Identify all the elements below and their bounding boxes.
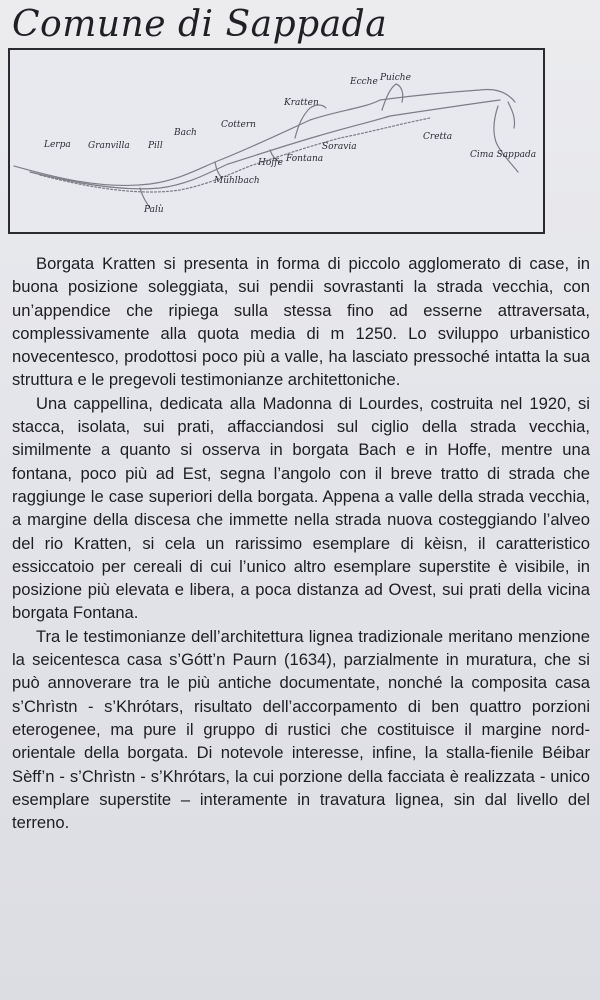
map-branch-kratten xyxy=(295,105,326,138)
description-text xyxy=(12,252,590,834)
map-label-fontana: Fontana xyxy=(286,154,324,164)
map-label-pill: Pill xyxy=(148,141,163,151)
map-label-bach: Bach xyxy=(174,128,197,138)
map-label-soravia: Soravia xyxy=(322,142,357,152)
map-label-muhlbach: Mühlbach xyxy=(214,176,260,186)
map-label-cretta: Cretta xyxy=(423,132,453,142)
map-label-puiche: Puiche xyxy=(380,73,411,83)
page-title: Comune di Sappada xyxy=(12,4,388,45)
map-label-palu: Palù xyxy=(144,205,164,215)
map-label-hoffe: Hoffe xyxy=(258,158,283,168)
map-drawing xyxy=(10,50,543,232)
map-label-granvilla: Granvilla xyxy=(88,141,130,151)
map-label-lerpa: Lerpa xyxy=(44,140,71,150)
paragraph-3: Tra le testimonianze dell’architettura lignea tradizionale meritano menzione la seicentesca casa s’Gótt’n Paurn (1634), parzialmente in muratura, che si può annoverare tra le più antiche documentate, nonché la composita casa s’Chrìstn - s’Khrótars, risultato dell’accorpamento di ben quattro porzioni eterogenee, ma pure il gruppo di rustici che costituisce il margine nord-orientale della borgata. Di notevole interesse, infine, la stalla-fienile Béibar Sèff’n - s’Chrìstn - s’Khrótars, la cui porzione della facciata è realizzata - unico esemplare superstite – interamente in travatura lignea, sin dal livello del terreno. xyxy=(12,626,590,833)
map-label-cottern: Cottern xyxy=(221,120,256,130)
map-label-ecche: Ecche xyxy=(350,77,378,87)
village-map xyxy=(8,48,545,234)
map-label-kratten: Kratten xyxy=(284,98,319,108)
map-label-cima-sappada: Cima Sappada xyxy=(470,150,537,160)
paragraph-1: Borgata Kratten si presenta in forma di piccolo agglomerato di case, in buona posizione soleggiata, sui pendii sovrastanti la strada vecchia, con un’appendice che ripiega sulla stessa fino ad esserne attraversata, complessivamente alla quota media di m 1250. Lo sviluppo urbanistico novecentesco, prodottosi poco più a valle, ha lasciato pressoché intatta la sua struttura e le pregevoli testimonianze architettoniche. xyxy=(12,254,590,390)
paragraph-2: Una cappellina, dedicata alla Madonna di Lourdes, costruita nel 1920, si stacca, isolata, sui prati, affacciandosi sul ciglio della strada vecchia, similmente a quanto si osserva in borgata Bach e in Hoffe, mentre una fontana, poco più ad Est, segna l’angolo con il breve tratto di strada che raggiunge le case superiori della borgata. Appena a valle della strada vecchia, a margine della discesa che immette nella strada nuova costeggiando l’alveo del rio Kratten, si cela un rarissimo esemplare di kèisn, il caratteristico essiccatoio per cereali di cui l’unico altro esemplare superstite è visibile, in posizione più elevata e libera, a poca distanza ad Ovest, sui prati della vicina borgata Fontana. xyxy=(12,393,590,623)
map-branch-cima xyxy=(494,102,518,172)
